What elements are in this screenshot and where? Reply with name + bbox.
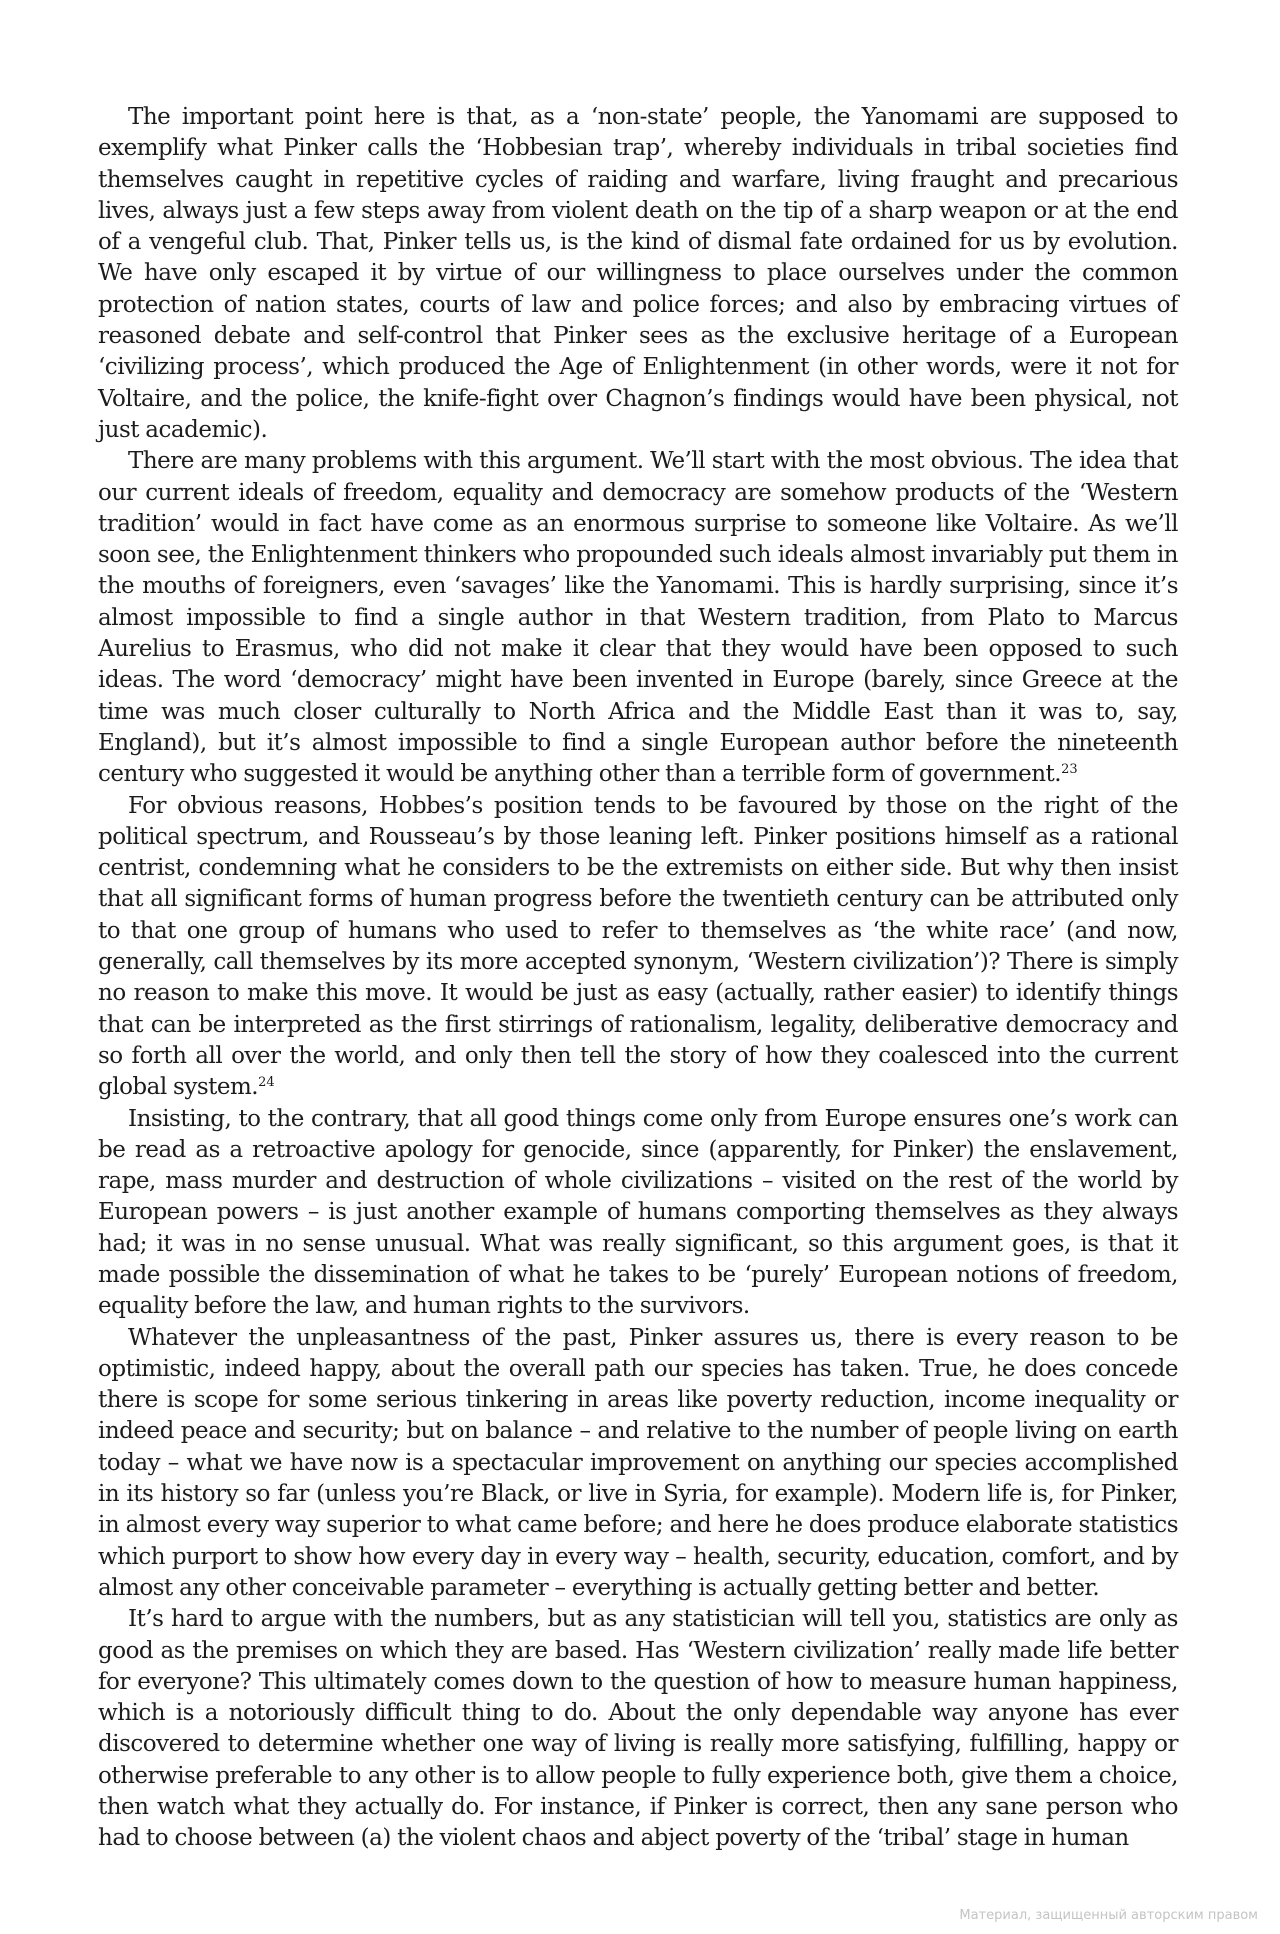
paragraph bbox=[98, 446, 1178, 790]
paragraph-text: Whatever the unpleasantness of the past, Pinker assures us, there is every reason to be optimistic, indeed happy, about the overall path our species has taken. True, he does concede there is scope for some serious tinkering in areas like poverty reduction, income inequality or indeed peace and security; but on balance – and relative to the number of people living on earth today – what we have now is a spectacular improvement on anything our species accomplished in its history so far (unless you’re Black, or live in Syria, for example). Modern life is, for Pinker, in almost every way superior to what came before; and here he does produce elaborate statistics which purport to show how every day in every way – health, security, education, comfort, and by almost any other conceivable parameter – everything is actually getting better and better. bbox=[98, 1324, 1178, 1601]
paragraph-text: It’s hard to argue with the numbers, but as any statistician will tell you, statistics are only as good as the premises on which they are based. Has ‘Western civilization’ really made life better for everyone? This ultimately comes down to the question of how to measure human happiness, which is a notoriously difficult thing to do. About the only dependable way anyone has ever discovered to determine whether one way of living is really more satisfying, fulfilling, happy or otherwise preferable to any other is to allow people to fully experience both, give them a choice, then watch what they actually do. For instance, if Pinker is correct, then any sane person who had to choose between (a) the violent chaos and abject poverty of the ‘tribal’ stage in human bbox=[98, 1606, 1178, 1852]
paragraph-text: There are many problems with this argument. We’ll start with the most obvious. The idea that our current ideals of freedom, equality and democracy are somehow products of the ‘Western tradition’ would in fact have come as an enormous surprise to someone like Voltaire. As we’ll soon see, the Enlightenment thinkers who propounded such ideals almost invariably put them in the mouths of foreigners, even ‘savages’ like the Yanomami. This is hardly surprising, since it’s almost impossible to find a single author in that Western tradition, from Plato to Marcus Aurelius to Erasmus, who did not make it clear that they would have been opposed to such ideas. The word ‘democracy’ might have been invented in Europe (barely, since Greece at the time was much closer culturally to North Africa and the Middle East than it was to, say, England), but it’s almost impossible to find a single European author before the nineteenth century who suggested it would be anything other than a terrible form of government. bbox=[98, 448, 1178, 788]
paragraph-text: The important point here is that, as a ‘non-state’ people, the Yanomami are supposed to exemplify what Pinker calls the ‘Hobbesian trap’, whereby individuals in tribal societies find themselves caught in repetitive cycles of raiding and warfare, living fraught and precarious lives, always just a few steps away from violent death on the tip of a sharp weapon or at the end of a vengeful club. That, Pinker tells us, is the kind of dismal fate ordained for us by evolution. We have only escaped it by virtue of our willingness to place ourselves under the common protection of nation states, courts of law and police forces; and also by embracing virtues of reasoned debate and self-control that Pinker sees as the exclusive heritage of a European ‘civilizing process’, which produced the Age of Enlightenment (in other words, were it not for Voltaire, and the police, the knife-fight over Chagnon’s findings would have been physical, not just academic). bbox=[98, 104, 1178, 443]
paragraph bbox=[98, 102, 1178, 446]
footnote-marker: 23 bbox=[1061, 762, 1078, 778]
body-text bbox=[98, 102, 1178, 1855]
paragraph bbox=[98, 791, 1178, 1104]
paragraph bbox=[98, 1604, 1178, 1854]
copyright-watermark: Материал, защищенный авторским правом bbox=[959, 1908, 1258, 1923]
paragraph bbox=[98, 1104, 1178, 1323]
paragraph bbox=[98, 1323, 1178, 1605]
paragraph-text: For obvious reasons, Hobbes’s position tends to be favoured by those on the right of the political spectrum, and Rousseau’s by those leaning left. Pinker positions himself as a rational centrist, condemning what he considers to be the extremists on either side. But why then insist that all significant forms of human progress before the twentieth century can be attributed only to that one group of humans who used to refer to themselves as ‘the white race’ (and now, generally, call themselves by its more accepted synonym, ‘Western civilization’)? There is simply no reason to make this move. It would be just as easy (actually, rather easier) to identify things that can be interpreted as the first stirrings of rationalism, legality, deliberative democracy and so forth all over the world, and only then tell the story of how they coalesced into the current global system. bbox=[98, 792, 1178, 1101]
paragraph-text: Insisting, to the contrary, that all good things come only from Europe ensures one’s work can be read as a retroactive apology for genocide, since (apparently, for Pinker) the enslavement, rape, mass murder and destruction of whole civilizations – visited on the rest of the world by European powers – is just another example of humans comporting themselves as they always had; it was in no sense unusual. What was really significant, so this argument goes, is that it made possible the dissemination of what he takes to be ‘purely’ European notions of freedom, equality before the law, and human rights to the survivors. bbox=[98, 1105, 1178, 1320]
footnote-marker: 24 bbox=[258, 1075, 275, 1091]
